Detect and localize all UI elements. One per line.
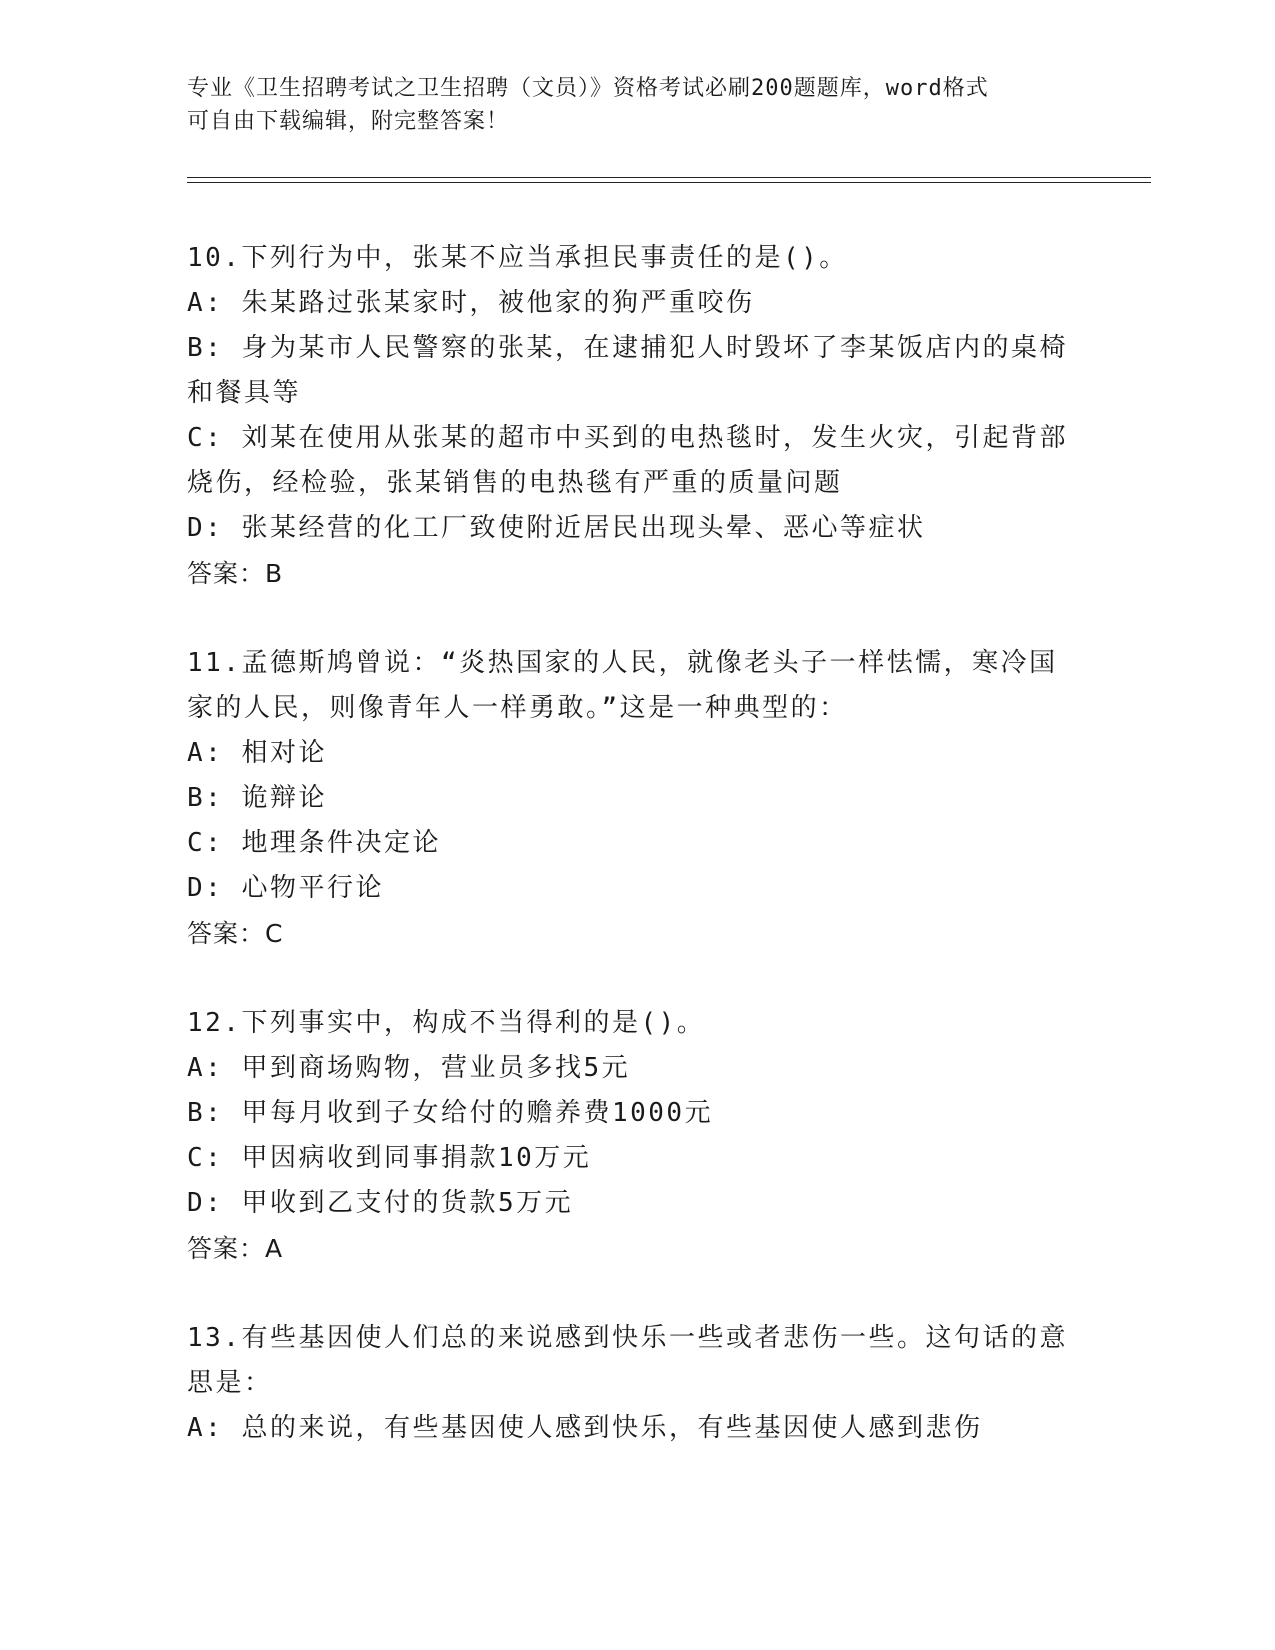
answer-label: 答案：A <box>187 1234 284 1263</box>
option-a: A: 朱某路过张某家时，被他家的狗严重咬伤 <box>187 288 755 318</box>
document-header <box>187 72 1087 138</box>
option-c: C: 甲因病收到同事捐款10万元 <box>187 1143 592 1173</box>
question-text-continued: 家的人民，则像青年人一样勇敢。”这是一种典型的： <box>187 693 848 723</box>
header-title-line-2: 可自由下载编辑，附完整答案！ <box>187 109 510 134</box>
option-c: C: 地理条件决定论 <box>187 828 441 858</box>
question-block-10 <box>187 236 1087 596</box>
option-a: A: 相对论 <box>187 738 327 768</box>
option-c-continued: 烧伤，经检验，张某销售的电热毯有严重的质量问题 <box>187 468 843 498</box>
answer-label: 答案：C <box>187 919 284 948</box>
header-divider-bottom <box>187 182 1151 183</box>
option-b: B: 身为某市人民警察的张某，在逮捕犯人时毁坏了李某饭店内的桌椅 <box>187 333 1068 363</box>
question-text: 11.孟德斯鸠曾说：“炎热国家的人民，就像老头子一样怯懦，寒冷国 <box>187 648 1058 678</box>
answer-label: 答案：B <box>187 559 284 588</box>
option-c: C: 刘某在使用从张某的超市中买到的电热毯时，发生火灾，引起背部 <box>187 423 1068 453</box>
question-text: 13.有些基因使人们总的来说感到快乐一些或者悲伤一些。这句话的意 <box>187 1323 1068 1353</box>
option-b-continued: 和餐具等 <box>187 378 302 408</box>
option-a: A: 总的来说，有些基因使人感到快乐，有些基因使人感到悲伤 <box>187 1413 983 1443</box>
header-divider-top <box>187 177 1151 178</box>
option-a: A: 甲到商场购物，营业员多找5元 <box>187 1053 631 1083</box>
question-text: 10.下列行为中，张某不应当承担民事责任的是()。 <box>187 243 848 273</box>
option-b: B: 甲每月收到子女给付的赡养费1000元 <box>187 1098 714 1128</box>
header-title-line-1: 专业《卫生招聘考试之卫生招聘（文员）》资格考试必刷200题题库，word格式 <box>187 76 989 101</box>
question-list <box>187 236 1087 1451</box>
question-block-13 <box>187 1316 1087 1451</box>
question-text: 12.下列事实中，构成不当得利的是()。 <box>187 1008 706 1038</box>
option-d: D: 张某经营的化工厂致使附近居民出现头晕、恶心等症状 <box>187 513 926 543</box>
option-d: D: 甲收到乙支付的货款5万元 <box>187 1188 574 1218</box>
question-text-continued: 思是： <box>187 1368 273 1398</box>
option-d: D: 心物平行论 <box>187 873 384 903</box>
question-block-12 <box>187 1001 1087 1271</box>
option-b: B: 诡辩论 <box>187 783 327 813</box>
question-block-11 <box>187 641 1087 956</box>
